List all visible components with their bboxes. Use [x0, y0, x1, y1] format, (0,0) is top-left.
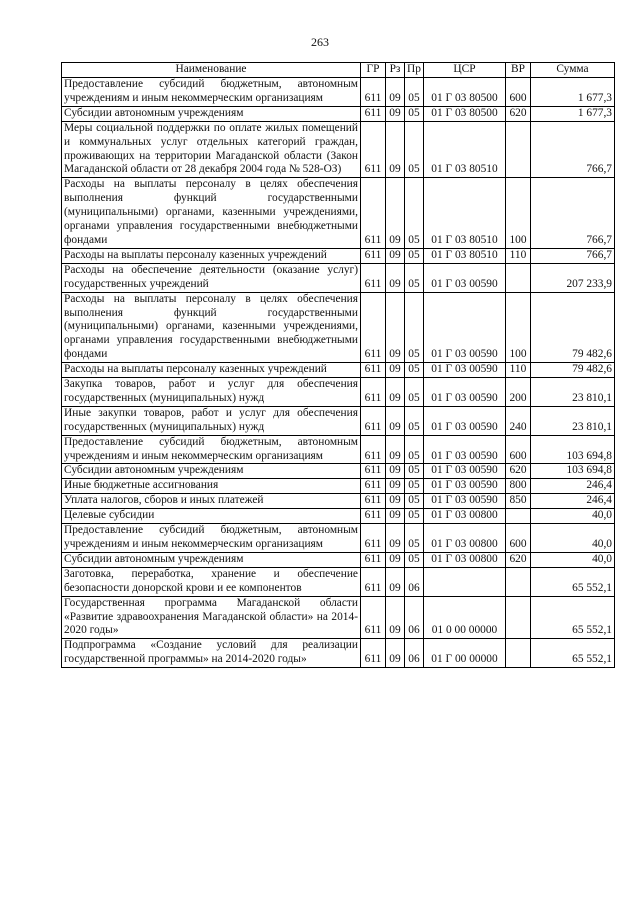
row-pr-cell: 05 [405, 378, 424, 407]
row-rz-cell: 09 [386, 106, 405, 121]
row-csr-cell: 01 Г 03 80500 [424, 106, 506, 121]
row-name-cell: Субсидии автономным учреждениям [62, 106, 361, 121]
row-sum-cell: 1 677,3 [531, 78, 615, 107]
table-row [62, 552, 615, 567]
row-name-cell: Расходы на выплаты персоналу в целях обеспечения выполнения функций государственными (муниципальными) органами, казенными учреждениями, органами управления государственными внебюджетными фондами [62, 292, 361, 363]
row-gr-cell: 611 [361, 292, 386, 363]
row-sum-cell: 766,7 [531, 248, 615, 263]
table-row [62, 248, 615, 263]
row-csr-cell: 01 Г 03 00590 [424, 378, 506, 407]
row-pr-cell: 05 [405, 292, 424, 363]
row-rz-cell: 09 [386, 378, 405, 407]
row-vr-cell: 600 [506, 78, 531, 107]
row-sum-cell: 40,0 [531, 524, 615, 553]
table-row [62, 363, 615, 378]
row-name-cell: Подпрограмма «Создание условий для реализации государственной программы» на 2014-2020 годы» [62, 639, 361, 668]
row-vr-cell: 850 [506, 494, 531, 509]
header-csr: ЦСР [424, 63, 506, 78]
table-row [62, 639, 615, 668]
row-pr-cell: 05 [405, 363, 424, 378]
row-gr-cell: 611 [361, 509, 386, 524]
row-sum-cell: 1 677,3 [531, 106, 615, 121]
row-csr-cell: 01 0 00 00000 [424, 596, 506, 639]
row-gr-cell: 611 [361, 178, 386, 249]
row-vr-cell: 200 [506, 378, 531, 407]
header-gr: ГР [361, 63, 386, 78]
row-rz-cell: 09 [386, 435, 405, 464]
row-pr-cell: 05 [405, 121, 424, 178]
table-row [62, 596, 615, 639]
row-csr-cell: 01 Г 03 00590 [424, 406, 506, 435]
row-vr-cell: 620 [506, 464, 531, 479]
row-csr-cell: 01 Г 03 00590 [424, 494, 506, 509]
row-gr-cell: 611 [361, 263, 386, 292]
row-gr-cell: 611 [361, 479, 386, 494]
row-vr-cell: 100 [506, 292, 531, 363]
row-sum-cell: 65 552,1 [531, 596, 615, 639]
row-csr-cell [424, 567, 506, 596]
table-row [62, 435, 615, 464]
row-rz-cell: 09 [386, 524, 405, 553]
table-row [62, 406, 615, 435]
row-pr-cell: 06 [405, 596, 424, 639]
row-gr-cell: 611 [361, 552, 386, 567]
row-csr-cell: 01 Г 03 80500 [424, 78, 506, 107]
row-gr-cell: 611 [361, 567, 386, 596]
table-row [62, 524, 615, 553]
row-vr-cell [506, 596, 531, 639]
table-header-row [62, 63, 615, 78]
row-csr-cell: 01 Г 03 00590 [424, 292, 506, 363]
row-name-cell: Предоставление субсидий бюджетным, автономным учреждениям и иным некоммерческим организациям [62, 435, 361, 464]
table-row [62, 494, 615, 509]
row-gr-cell: 611 [361, 435, 386, 464]
table-row [62, 378, 615, 407]
row-rz-cell: 09 [386, 263, 405, 292]
row-sum-cell: 23 810,1 [531, 406, 615, 435]
row-csr-cell: 01 Г 03 00590 [424, 263, 506, 292]
row-sum-cell: 766,7 [531, 178, 615, 249]
row-csr-cell: 01 Г 03 00800 [424, 524, 506, 553]
row-csr-cell: 01 Г 03 00590 [424, 435, 506, 464]
row-sum-cell: 207 233,9 [531, 263, 615, 292]
row-rz-cell: 09 [386, 479, 405, 494]
row-rz-cell: 09 [386, 596, 405, 639]
row-gr-cell: 611 [361, 248, 386, 263]
row-pr-cell: 05 [405, 479, 424, 494]
row-vr-cell [506, 509, 531, 524]
row-name-cell: Заготовка, переработка, хранение и обеспечение безопасности донорской крови и ее компонентов [62, 567, 361, 596]
row-rz-cell: 09 [386, 178, 405, 249]
table-row [62, 106, 615, 121]
row-name-cell: Расходы на обеспечение деятельности (оказание услуг) государственных учреждений [62, 263, 361, 292]
row-gr-cell: 611 [361, 363, 386, 378]
table-row [62, 263, 615, 292]
row-gr-cell: 611 [361, 121, 386, 178]
row-pr-cell: 05 [405, 406, 424, 435]
row-vr-cell [506, 567, 531, 596]
row-rz-cell: 09 [386, 248, 405, 263]
row-sum-cell: 103 694,8 [531, 464, 615, 479]
row-gr-cell: 611 [361, 78, 386, 107]
row-name-cell: Иные закупки товаров, работ и услуг для обеспечения государственных (муниципальных) нужд [62, 406, 361, 435]
row-vr-cell: 600 [506, 435, 531, 464]
row-name-cell: Субсидии автономным учреждениям [62, 552, 361, 567]
table-row [62, 509, 615, 524]
table-row [62, 567, 615, 596]
row-sum-cell: 23 810,1 [531, 378, 615, 407]
row-gr-cell: 611 [361, 639, 386, 668]
row-rz-cell: 09 [386, 494, 405, 509]
row-name-cell: Предоставление субсидий бюджетным, автономным учреждениям и иным некоммерческим организациям [62, 524, 361, 553]
row-vr-cell: 110 [506, 248, 531, 263]
row-pr-cell: 05 [405, 263, 424, 292]
row-rz-cell: 09 [386, 639, 405, 668]
row-gr-cell: 611 [361, 494, 386, 509]
row-sum-cell: 766,7 [531, 121, 615, 178]
row-rz-cell: 09 [386, 292, 405, 363]
row-sum-cell: 65 552,1 [531, 639, 615, 668]
row-vr-cell: 600 [506, 524, 531, 553]
row-pr-cell: 05 [405, 552, 424, 567]
row-name-cell: Расходы на выплаты персоналу казенных учреждений [62, 248, 361, 263]
row-csr-cell: 01 Г 00 00000 [424, 639, 506, 668]
table-body [62, 78, 615, 668]
row-gr-cell: 611 [361, 106, 386, 121]
row-pr-cell: 05 [405, 464, 424, 479]
page-number: 263 [311, 35, 329, 49]
row-gr-cell: 611 [361, 406, 386, 435]
row-pr-cell: 05 [405, 178, 424, 249]
row-csr-cell: 01 Г 03 80510 [424, 121, 506, 178]
row-name-cell: Целевые субсидии [62, 509, 361, 524]
row-csr-cell: 01 Г 03 00590 [424, 479, 506, 494]
header-name: Наименование [62, 63, 361, 78]
row-gr-cell: 611 [361, 524, 386, 553]
row-sum-cell: 246,4 [531, 494, 615, 509]
row-pr-cell: 05 [405, 524, 424, 553]
row-sum-cell: 79 482,6 [531, 292, 615, 363]
row-sum-cell: 40,0 [531, 509, 615, 524]
row-vr-cell: 240 [506, 406, 531, 435]
table-row [62, 464, 615, 479]
row-gr-cell: 611 [361, 596, 386, 639]
row-pr-cell: 05 [405, 248, 424, 263]
row-csr-cell: 01 Г 03 00800 [424, 509, 506, 524]
row-sum-cell: 79 482,6 [531, 363, 615, 378]
row-sum-cell: 246,4 [531, 479, 615, 494]
row-vr-cell: 800 [506, 479, 531, 494]
row-pr-cell: 05 [405, 494, 424, 509]
row-vr-cell: 100 [506, 178, 531, 249]
header-rz: Рз [386, 63, 405, 78]
row-rz-cell: 09 [386, 363, 405, 378]
table-row [62, 292, 615, 363]
row-pr-cell: 05 [405, 435, 424, 464]
header-sum: Сумма [531, 63, 615, 78]
row-csr-cell: 01 Г 03 00590 [424, 464, 506, 479]
row-name-cell: Субсидии автономным учреждениям [62, 464, 361, 479]
row-vr-cell: 110 [506, 363, 531, 378]
row-name-cell: Меры социальной поддержки по оплате жилых помещений и коммунальных услуг отдельных категорий граждан, проживающих на территории Магаданской области (Закон Магаданской области от 28 декабря 2004 года № 528-ОЗ) [62, 121, 361, 178]
row-gr-cell: 611 [361, 464, 386, 479]
row-rz-cell: 09 [386, 78, 405, 107]
row-sum-cell: 103 694,8 [531, 435, 615, 464]
row-vr-cell [506, 263, 531, 292]
row-rz-cell: 09 [386, 552, 405, 567]
row-rz-cell: 09 [386, 121, 405, 178]
row-sum-cell: 65 552,1 [531, 567, 615, 596]
row-name-cell: Закупка товаров, работ и услуг для обеспечения государственных (муниципальных) нужд [62, 378, 361, 407]
table-row [62, 121, 615, 178]
row-vr-cell: 620 [506, 552, 531, 567]
table-row [62, 479, 615, 494]
row-name-cell: Государственная программа Магаданской области «Развитие здравоохранения Магаданской области» на 2014-2020 годы» [62, 596, 361, 639]
row-name-cell: Уплата налогов, сборов и иных платежей [62, 494, 361, 509]
row-name-cell: Расходы на выплаты персоналу в целях обеспечения выполнения функций государственными (муниципальными) органами, казенными учреждениями, органами управления государственными внебюджетными фондами [62, 178, 361, 249]
row-csr-cell: 01 Г 03 80510 [424, 178, 506, 249]
row-pr-cell: 06 [405, 567, 424, 596]
table-row [62, 178, 615, 249]
row-vr-cell [506, 121, 531, 178]
row-sum-cell: 40,0 [531, 552, 615, 567]
row-csr-cell: 01 Г 03 80510 [424, 248, 506, 263]
row-pr-cell: 06 [405, 639, 424, 668]
header-vr: ВР [506, 63, 531, 78]
budget-table [61, 62, 615, 668]
row-pr-cell: 05 [405, 106, 424, 121]
row-csr-cell: 01 Г 03 00800 [424, 552, 506, 567]
header-pr: Пр [405, 63, 424, 78]
row-pr-cell: 05 [405, 509, 424, 524]
row-rz-cell: 09 [386, 406, 405, 435]
row-name-cell: Предоставление субсидий бюджетным, автономным учреждениям и иным некоммерческим организациям [62, 78, 361, 107]
row-rz-cell: 09 [386, 567, 405, 596]
row-rz-cell: 09 [386, 509, 405, 524]
table-row [62, 78, 615, 107]
row-pr-cell: 05 [405, 78, 424, 107]
row-name-cell: Расходы на выплаты персоналу казенных учреждений [62, 363, 361, 378]
row-gr-cell: 611 [361, 378, 386, 407]
row-vr-cell: 620 [506, 106, 531, 121]
row-csr-cell: 01 Г 03 00590 [424, 363, 506, 378]
row-name-cell: Иные бюджетные ассигнования [62, 479, 361, 494]
row-rz-cell: 09 [386, 464, 405, 479]
row-vr-cell [506, 639, 531, 668]
